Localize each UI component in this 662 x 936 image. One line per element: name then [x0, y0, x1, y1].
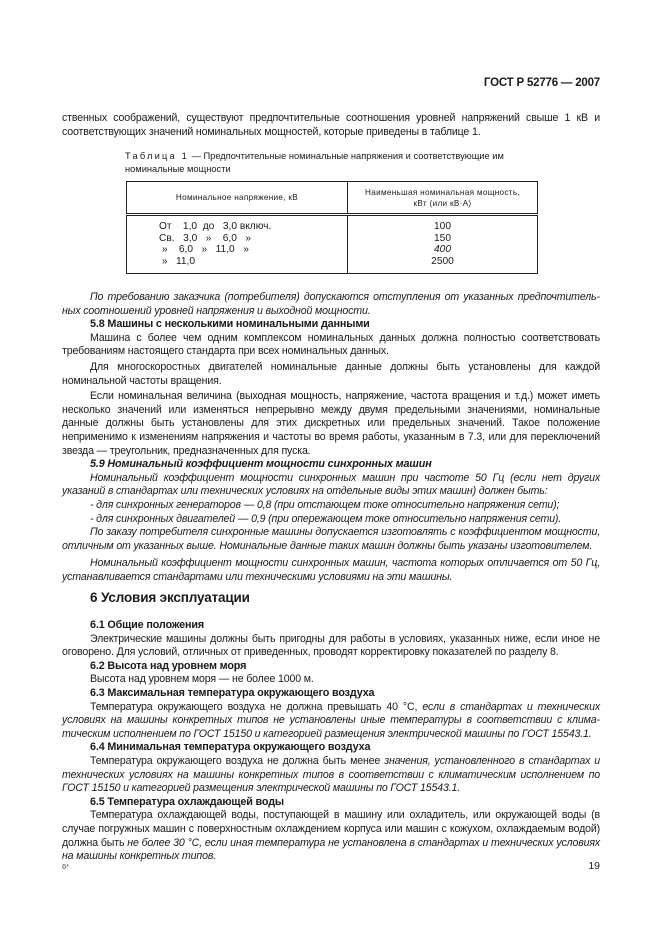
section-6-title: 6 Условия эксплуатации	[90, 590, 250, 605]
voltage-value: » 11,0	[159, 255, 196, 267]
voltage-value: Св. 3,0 » 6,0 »	[159, 232, 252, 244]
paragraph-5-9-3: Номинальный коэффициент мощности синхронных машин, частота которых отличается от 50 Гц, устанавливается стандартами или техническими условиями на эти машины.	[62, 557, 600, 583]
paragraph-5-8-3: Если номинальная величина (выходная мощность, напряжение, частота вращения и т.д.) может иметь несколько значений или изменяться непрерывно между двумя предельными значениями, номинальные данные должны быть установлены для этих дискретных или предельных значений. Такое положение неприменимо к изменениям напряжения и частоты во время работы, указанным в 7.3, или для переключений звезда — треугольник, предназначенных для пуска.	[62, 390, 600, 457]
intro-paragraph	[62, 112, 600, 139]
section-6-title-block	[62, 591, 600, 605]
heading-6-2: 6.2 Высота над уровнем моря	[90, 659, 247, 672]
table-rated-voltages	[126, 181, 538, 274]
column-header-voltage: Номинальное напряжение, кВ	[127, 182, 348, 215]
paragraph-6-4-italic: значения, установленного в стандартах и технических условиях на машины конкретных типов в соответствии с климатическим исполнением по ГОСТ 15150 и категорией размещения электрической машины по ГОСТ 15543.1.	[62, 754, 601, 795]
page-number: 19	[588, 860, 600, 872]
power-value: 2500	[431, 255, 454, 267]
paragraph-6-5-italic: не более 30 °С, если иная температура не установлена в стандартах и технических условиях на машины конкретных типов.	[62, 836, 600, 863]
voltage-value: » 6,0 » 11,0 »	[159, 244, 249, 256]
intro-text: ственных соображений, существуют предпочтительные соотношения уровней напряжений свыше 1 кВ и соответствующих значений номинальных мощностей, которые приведены в таблице 1.	[62, 112, 600, 138]
paragraph-6-4-regular: Температура окружающего воздуха не должна быть менее	[90, 754, 385, 767]
heading-5-9: 5.9 Номинальный коэффициент мощности синхронных машин	[90, 458, 432, 471]
heading-5-8: 5.8 Машины с несколькими номинальными данными	[90, 318, 370, 331]
column-header-power	[348, 182, 538, 215]
signature-mark: 6*	[62, 862, 70, 871]
paragraph-5-9-1: Номинальный коэффициент мощности синхронных машин при частоте 50 Гц (если нет других указаний в стандартах или технических условиях на отдельные виды этих машин) должен быть:	[62, 471, 600, 498]
paragraph-6-2: Высота над уровнем моря — не более 1000 м.	[90, 673, 314, 686]
document-code-header: ГОСТ Р 52776 — 2007	[483, 77, 600, 89]
voltage-cell	[127, 215, 348, 274]
paragraph-6-3	[62, 701, 600, 742]
table-header-row	[127, 182, 538, 215]
list-item-motors: - для синхронных двигателей — 0,9 (при опережающем токе относительно напряжения сети).	[90, 512, 562, 525]
list-item-generators: - для синхронных генераторов — 0,8 (при отстающем токе относительно напряжения сети);	[90, 498, 560, 511]
power-value: 400	[434, 244, 451, 256]
paragraph-5-9-2: По заказу потребителя синхронные машины допускается изготовлять с коэффициентом мощности, отличным от указанных выше. Номинальные данные таких машин должны быть указаны изготовителем.	[62, 526, 600, 552]
paragraph-5-8-1: Машина с более чем одним комплексом номинальных данных должна полностью соответствовать требованиям настоящего стандарта при всех номинальных данных.	[62, 331, 600, 358]
heading-6-5: 6.5 Температура охлаждающей воды	[90, 795, 284, 808]
section-6-body	[62, 619, 600, 864]
paragraph-6-3-italic: если в стандартах и технических условиях на машины конкретных типов не установлены иные температуры в соответствии с климатическим исполнением по ГОСТ 15150 и категорией размещения электрической машины по ГОСТ 15543.1.	[62, 700, 601, 740]
voltage-value: От 1,0 до 3,0 включ.	[159, 221, 272, 232]
paragraph-6-4	[62, 755, 600, 796]
power-cell	[348, 215, 538, 274]
heading-6-4: 6.4 Минимальная температура окружающего воздуха	[90, 741, 371, 754]
paragraph-5-8-2: Для многоскоростных двигателей номинальные данные должны быть установлены для каждой номинальной частоты вращения.	[62, 360, 600, 387]
paragraph-6-5	[62, 809, 600, 863]
table-caption-text: — Предпочтительные номинальные напряжения и соответствующие им номинальные мощности	[125, 151, 504, 174]
paragraph-6-5-regular: Температура охлаждающей воды, поступающей в машину или охладитель, или окружающей воды (в случае погружных машин с поверхностным охлаждением корпуса или машин с кожухом, охлаждаемым водой) должна быть	[62, 809, 600, 849]
power-value: 150	[434, 232, 451, 244]
section-5-body	[62, 291, 600, 584]
column-header-power-line1: Наименьшая номинальная мощность,	[365, 187, 520, 197]
customer-note: По требованию заказчика (потребителя) допускаются отступления от указанных предпочтительных соотношений уровней напряжения и выходной мощности.	[62, 291, 600, 317]
heading-6-1: 6.1 Общие положения	[90, 619, 204, 631]
column-header-power-line2: кВт (или кВ·А)	[413, 198, 472, 208]
table-caption-label: Таблица 1	[125, 151, 190, 161]
power-value: 100	[434, 221, 451, 232]
table-caption	[125, 150, 555, 175]
table-body-row	[127, 215, 538, 274]
paragraph-6-1: Электрические машины должны быть пригодны для работы в условиях, указанных ниже, если иное не оговорено. Для условий, отличных от приведенных, проводят корректировку показателей по разделу 8.	[62, 632, 600, 659]
heading-6-3: 6.3 Максимальная температура окружающего воздуха	[90, 686, 375, 699]
paragraph-6-3-regular: Температура окружающего воздуха не должна превышать 40 °С,	[90, 700, 423, 713]
